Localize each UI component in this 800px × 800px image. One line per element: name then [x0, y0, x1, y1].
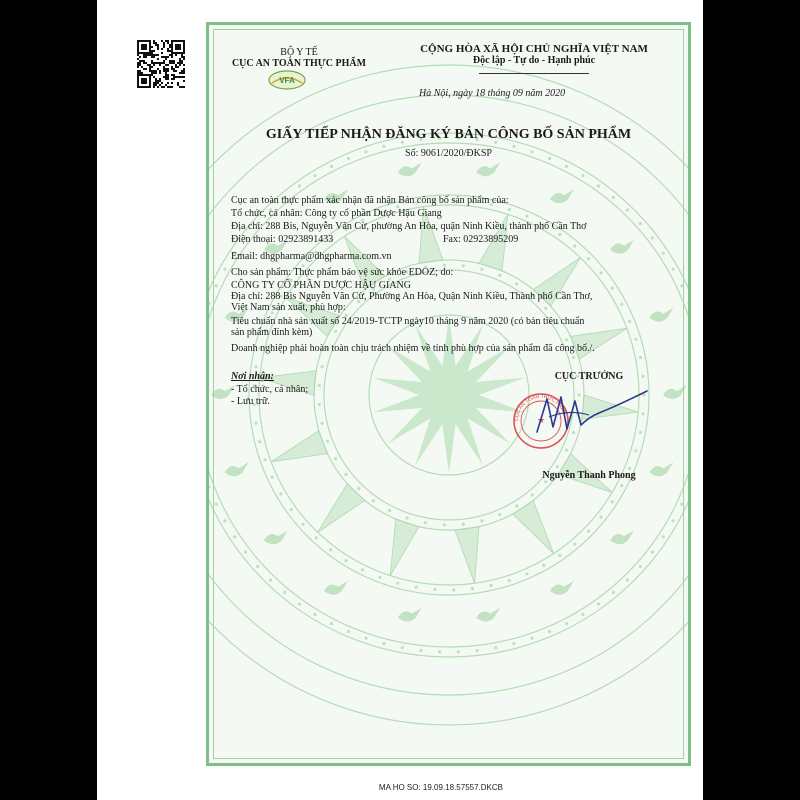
recipients-label: Nơi nhận:: [231, 371, 274, 382]
national-motto: Độc lập - Tự do - Hạnh phúc: [472, 55, 596, 66]
address-line: Địa chỉ: 288 Bis, Nguyễn Văn Cừ, phường An Hòa, quận Ninh Kiều, thành phố Cần Thơ: [231, 221, 587, 232]
signer-title: CỤC TRƯỞNG: [554, 371, 624, 382]
record-code-footer: [97, 783, 703, 792]
product-line: Cho sản phẩm: Thực phẩm bảo vệ sức khỏe EDOZ; do:: [231, 267, 454, 278]
document-title: GIẤY TIẾP NHẬN ĐĂNG KÝ BẢN CÔNG BỐ SẢN PHẨM: [265, 127, 632, 142]
manufacturer-address-2: Việt Nam sản xuất, phù hợp:: [231, 302, 346, 313]
phone-line: Điện thoại: 02923891433: [231, 234, 334, 245]
qr-code-icon: [137, 40, 185, 88]
qr-code: [137, 40, 185, 88]
organization-line: Tổ chức, cá nhân: Công ty cổ phần Dược Hậu Giang: [231, 208, 442, 219]
issuer-block: [209, 47, 389, 69]
svg-text:★: ★: [536, 415, 546, 425]
manufacturer-name: CÔNG TY CỔ PHẦN DƯỢC HẬU GIANG: [231, 280, 411, 291]
country-name: CỘNG HÒA XÃ HỘI CHỦ NGHĨA VIỆT NAM: [420, 43, 648, 55]
certificate-frame: [206, 22, 691, 766]
national-header: [389, 43, 679, 66]
standard-line-1: Tiêu chuẩn nhà sản xuất số 24/2019-TCTP ngày10 tháng 9 năm 2020 (có bản tiêu chuẩn: [231, 316, 585, 327]
stamp-text: CỤC AN TOÀN THỰC PHẨM: [513, 393, 568, 422]
record-code: MA HO SO: 19.09.18.57557.DKCB: [378, 783, 503, 792]
handwritten-signature: [529, 387, 659, 447]
signer-name: Nguyễn Thanh Phong: [542, 470, 636, 481]
recipient-item: - Tổ chức, cá nhân;: [231, 384, 309, 395]
email-line: Email: dhgpharma@dhgpharma.com.vn: [231, 251, 392, 262]
right-black-border: [703, 0, 800, 800]
responsibility-line: Doanh nghiệp phải hoàn toàn chịu trách nhiệm về tính phù hợp của sản phẩm đã công bố./.: [231, 343, 595, 354]
agency-name: CỤC AN TOÀN THỰC PHẨM: [231, 58, 367, 69]
document-page: [97, 0, 703, 800]
motto-underline: [479, 73, 589, 74]
standard-line-2: sản phẩm đính kèm): [231, 327, 313, 338]
intro-line: Cục an toàn thực phẩm xác nhận đã nhận Bản công bố sản phẩm của:: [231, 195, 509, 206]
vfa-logo-text: VFA: [279, 76, 295, 85]
ministry-name: BỘ Y TẾ: [280, 47, 318, 58]
manufacturer-address-1: Địa chỉ: 288 Bis Nguyễn Văn Cừ, Phường An Hòa, Quận Ninh Kiều, Thành phố Cần Thơ,: [231, 291, 593, 302]
place-date: Hà Nội, ngày 18 tháng 09 năm 2020: [419, 88, 566, 99]
recipient-item: - Lưu trữ.: [231, 396, 270, 407]
left-black-border: [0, 0, 97, 800]
document-number: Số: 9061/2020/ĐKSP: [405, 148, 492, 159]
fax-line: Fax: 02923895209: [443, 234, 519, 245]
vfa-logo: [267, 69, 307, 91]
